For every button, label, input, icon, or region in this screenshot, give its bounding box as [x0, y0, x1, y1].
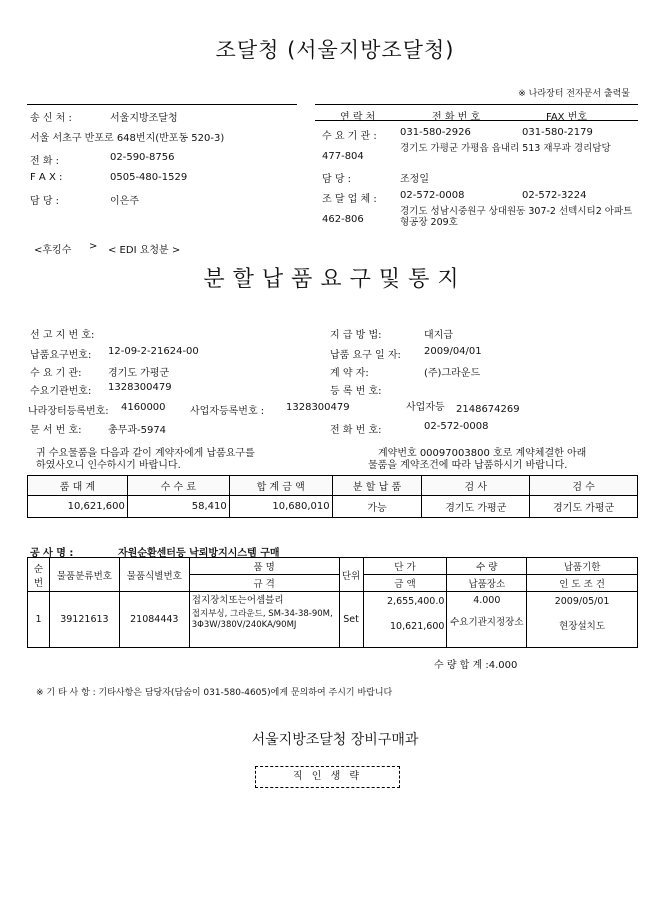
row-place: 수요기관지정장소 [450, 617, 524, 628]
biz-reg: 1328300479 [286, 402, 350, 413]
biz-reg-label: 사업자등록번호 : [190, 406, 265, 417]
biz-no: 2148674269 [456, 404, 520, 415]
project-label: 공 사 명 : [30, 548, 74, 559]
sender-address: 서울 서초구 반포로 648번지(반포동 520-3) [30, 133, 225, 144]
row-price-amount [363, 592, 447, 648]
agency-code-label: 수요기관번호: [30, 386, 92, 397]
header-unit: 단위 [339, 558, 363, 592]
summary-sum: 10,680,010 [229, 496, 332, 518]
sender-fax-label: F A X : [30, 172, 63, 183]
seal-omitted: 직 인 생 략 [255, 766, 400, 788]
prior-no-label: 선 고 지 번 호: [30, 330, 95, 341]
items-table [27, 557, 638, 648]
sender-label: 송 신 처 : [30, 113, 72, 124]
company-address: 경기도 성남시중원구 상대원동 307-2 선텍시티2 아파트형공장 209호 [400, 206, 633, 228]
nara-reg-label: 나라장터등록번호: [28, 406, 109, 417]
header-amount: 금 액 [363, 575, 447, 592]
header-qty: 수 량 [447, 558, 527, 575]
row-ident-no: 21084443 [119, 592, 189, 648]
row-deadline: 2009/05/01 [554, 596, 610, 607]
pay-method: 대지급 [424, 330, 453, 341]
sender-fax: 0505-480-1529 [110, 172, 188, 183]
demand-agency-fax: 031-580-2179 [522, 127, 593, 138]
demand-agency-info-label: 수 요 기 관: [30, 368, 82, 379]
divider [315, 104, 638, 105]
header-seq: 순번 [28, 558, 50, 592]
reg-no-label: 등 록 번 호: [330, 386, 382, 397]
sender-person: 이은주 [110, 196, 139, 207]
routing-arrow: > [89, 241, 98, 252]
summary-receive: 경기도 가평군 [530, 496, 638, 518]
row-amount: 10,621,600 [390, 621, 445, 632]
summary-total: 10,621,600 [28, 496, 128, 518]
header-deadline: 납품기한 [527, 558, 638, 575]
doc-no: 총무과-5974 [108, 425, 167, 436]
company-label: 조 달 업 체 : [322, 194, 377, 205]
request-date: 2009/04/01 [424, 346, 482, 357]
document-title: 조달청 (서울지방조달청) [215, 38, 455, 62]
demand-agency-person: 조정일 [400, 174, 429, 185]
sender-tel: 02-590-8756 [110, 152, 175, 163]
contact-header-fax: FAX 번호 [546, 112, 588, 123]
header-place: 납품장소 [447, 575, 527, 592]
row-qty-place [447, 592, 527, 648]
row-cond: 현장설치도 [559, 621, 606, 632]
notice-left-line1: 귀 수요물품을 다음과 같이 계약자에게 납품요구를 [36, 448, 255, 459]
agency-code: 1328300479 [108, 382, 172, 393]
pay-method-label: 지 급 방 법: [330, 330, 382, 341]
request-no: 12-09-2-21624-00 [108, 346, 199, 357]
row-name-spec [189, 592, 339, 648]
contact-header-phone: 전 화 번 호 [432, 112, 481, 123]
row-spec: 접지부싱, 그라운드, SM-34-38-90M, 3Φ3W/380V/240KA/90MJ [191, 609, 333, 630]
row-seq: 1 [28, 592, 50, 648]
phone: 02-572-0008 [424, 421, 489, 432]
notice-right-line1: 계약번호 00097003800 호로 계약체결한 아래 [378, 448, 587, 459]
nara-reg: 4160000 [121, 402, 166, 413]
summary-header: 검 수 [530, 476, 638, 496]
department-name: 서울지방조달청 장비구매과 [251, 732, 419, 748]
routing-recipient: <후킹수 [34, 245, 72, 256]
summary-header: 합 계 금 액 [229, 476, 332, 496]
demand-agency-label: 수 요 기 관 : [322, 131, 377, 142]
header-note: ※ 나라장터 전자문서 출력물 [518, 89, 630, 99]
row-name: 접지장치또는어셈블리 [191, 595, 284, 606]
summary-split: 가능 [332, 496, 422, 518]
routing-doc: < EDI 요청분 > [108, 245, 181, 256]
project-name: 자원순환센터등 낙뢰방지시스템 구매 [118, 548, 280, 559]
divider [27, 104, 297, 105]
header-price: 단 가 [363, 558, 447, 575]
summary-inspect: 경기도 가평군 [422, 496, 530, 518]
row-qty: 4.000 [473, 595, 501, 606]
summary-header: 검 사 [422, 476, 530, 496]
demand-agency-zip: 477-804 [322, 151, 364, 162]
notice-right-line2: 물품을 계약조건에 따라 납품하시기 바랍니다. [368, 460, 568, 471]
sender-name: 서울지방조달청 [110, 113, 178, 124]
company-fax: 02-572-3224 [522, 190, 587, 201]
request-date-label: 납품 요구 일 자: [330, 350, 401, 361]
row-class-no: 39121613 [49, 592, 119, 648]
demand-agency-person-label: 담 당 : [322, 174, 352, 185]
other-note: ※ 기 타 사 항 : 기타사항은 담당자(담숨이 031-580-4605)에게 문의하여 주시기 바랍니다 [36, 688, 393, 698]
contractor: (주)그라운드 [424, 368, 481, 379]
biz-no-label: 사업자등 [406, 402, 445, 413]
summary-header: 분 할 납 품 [332, 476, 422, 496]
summary-header: 품 대 계 [28, 476, 128, 496]
header-class-no: 물품분류번호 [49, 558, 119, 592]
qty-total: 수 량 합 계 :4.000 [434, 660, 518, 671]
contact-header-label: 연 락 처 [340, 112, 376, 123]
row-price: 2,655,400.0 [387, 596, 445, 607]
row-deadline-cond [527, 592, 638, 648]
request-no-label: 납품요구번호: [30, 350, 92, 361]
main-title: 분할납품요구및통지 [203, 267, 467, 292]
row-unit: Set [339, 592, 363, 648]
summary-fee: 58,410 [127, 496, 229, 518]
header-ident-no: 물품식별번호 [119, 558, 189, 592]
company-zip: 462-806 [322, 214, 364, 225]
summary-header: 수 수 료 [127, 476, 229, 496]
demand-agency-info: 경기도 가평군 [108, 368, 170, 379]
table-row [28, 592, 638, 648]
notice-left-line2: 하였사오니 인수하시기 바랍니다. [36, 460, 181, 471]
header-name: 품 명 [189, 558, 339, 575]
header-cond: 인 도 조 건 [527, 575, 638, 592]
demand-agency-address: 경기도 가평군 가평읍 읍내리 513 재무과 경리담당 [400, 143, 611, 154]
doc-no-label: 문 서 번 호: [30, 425, 82, 436]
phone-label: 전 화 번 호: [330, 425, 382, 436]
contractor-label: 계 약 자: [330, 368, 369, 379]
summary-table [27, 475, 638, 518]
company-tel: 02-572-0008 [400, 190, 465, 201]
sender-person-label: 담 당 : [30, 196, 60, 207]
sender-tel-label: 전 화 : [30, 156, 60, 167]
header-spec: 규 격 [189, 575, 339, 592]
demand-agency-tel: 031-580-2926 [400, 127, 471, 138]
